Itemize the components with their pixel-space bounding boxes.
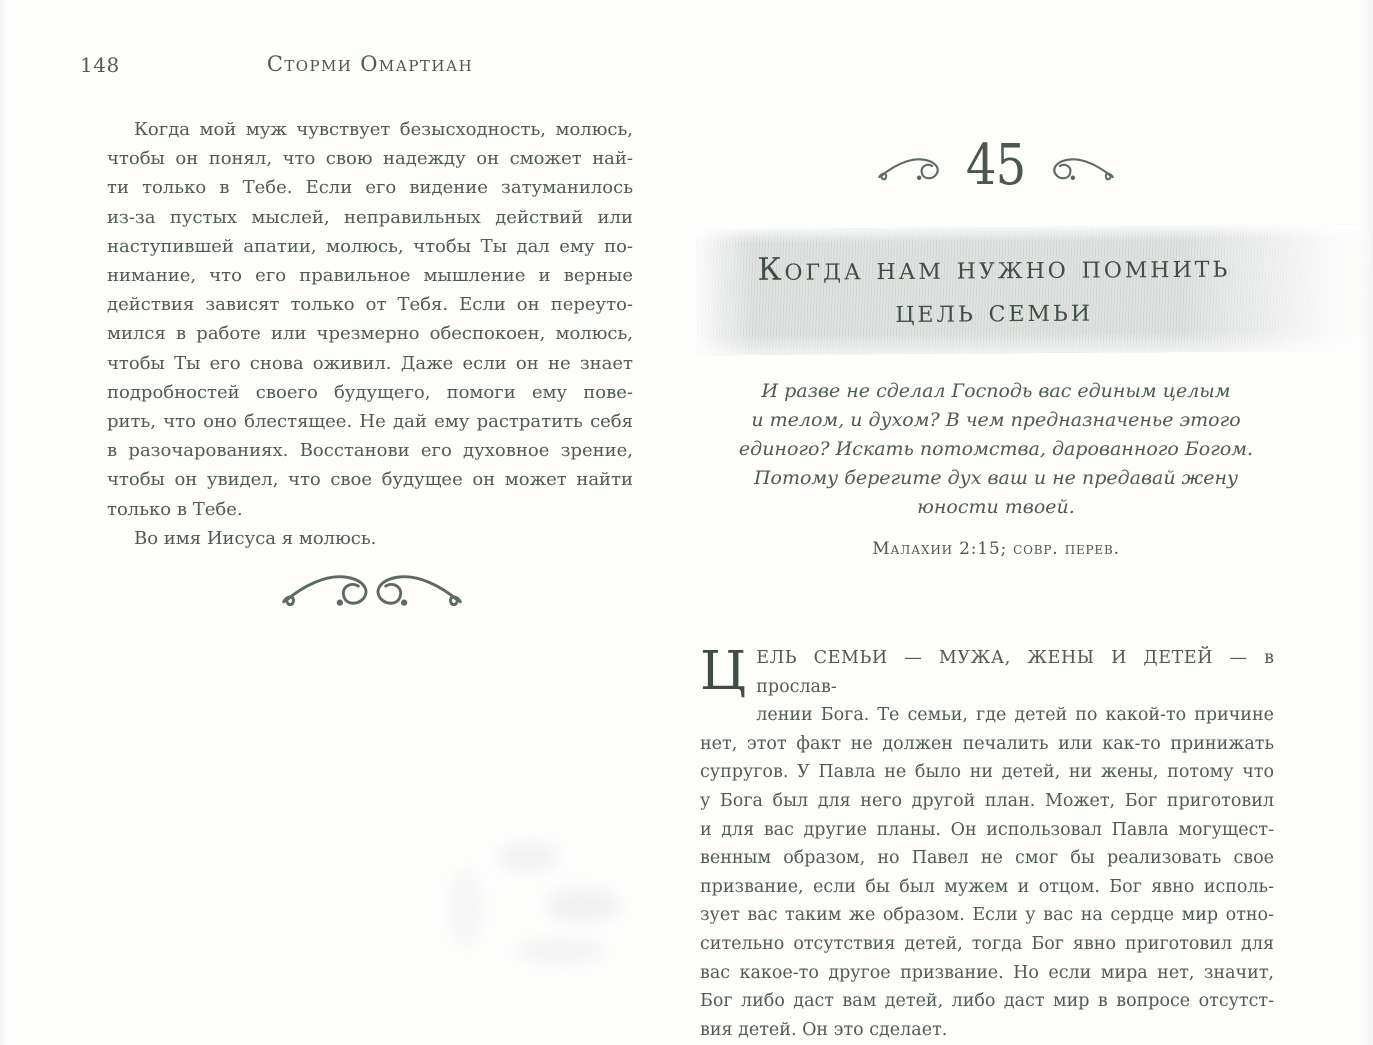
text-line: призвание, если бы был мужем и отцом. Бог явно исполь-	[700, 876, 1274, 897]
prayer-paragraph	[107, 115, 633, 553]
text-line: подробностей своего будущего, помоги ему пове-	[107, 381, 633, 403]
swirl-ornament-right-icon	[1049, 149, 1115, 183]
text-line: в разочарованиях. Восстанови его духовное зрение,	[107, 440, 633, 462]
text-line: юности твоей.	[917, 496, 1075, 518]
prayer-closing-line: Во имя Иисуса я молюсь.	[134, 527, 377, 549]
scan-edge-right	[1359, 0, 1373, 1045]
text-line: мился в работе или чрезмерно обеспокоен, молюсь,	[107, 323, 633, 345]
text-line: единого? Искать потомства, дарованного Богом.	[738, 438, 1254, 460]
scan-smudge	[497, 842, 561, 872]
text-line: вас какое-то другое призвание. Но если мира нет, значит,	[700, 962, 1274, 983]
text-line: чтобы он понял, что свою надежду он сможет най-	[107, 148, 633, 170]
text-line: вия детей. Он это сделает.	[700, 1019, 948, 1040]
text-line: только в Тебе.	[107, 498, 243, 520]
body-first-line	[700, 641, 1274, 702]
text-line: и телом, и духом? В чем предназначенье этого	[751, 409, 1241, 431]
epigraph	[700, 377, 1292, 564]
drop-cap: Ц	[700, 641, 747, 702]
text-line: и для вас другие планы. Он использовал Павла могущест-	[700, 819, 1274, 840]
chapter-number: 45	[966, 133, 1026, 198]
text-line: действия зависят только от Тебя. Если он переуто-	[107, 294, 633, 316]
text-line: Потому берегите дух ваш и не предавай жену	[753, 467, 1239, 489]
chapter-heading	[700, 120, 1292, 212]
text-line: наступившей апатии, молюсь, чтобы Ты дал ему по-	[107, 235, 633, 257]
text-line: чтобы Ты его снова оживил. Даже если он не знает	[107, 352, 633, 374]
page-number: 148	[80, 53, 120, 77]
epigraph-source: Малахии 2:15; совр. перев.	[872, 539, 1120, 559]
text-line: зует вас таким же образом. Если у вас на сердце мир отно-	[700, 905, 1274, 926]
body-lines	[700, 701, 1274, 1044]
text-line: сительно отсутствия детей, тогда Бог явно приготовил для	[700, 933, 1274, 954]
epigraph-lines	[700, 377, 1292, 522]
body-lead-caps: ЕЛЬ СЕМЬИ — МУЖА, ЖЕНЫ И ДЕТЕЙ —	[756, 648, 1265, 668]
flourish-divider-icon	[281, 560, 463, 624]
scan-edge-left	[0, 0, 7, 1045]
swirl-ornament-left-icon	[877, 149, 943, 183]
body-first-line-wrap	[700, 641, 1274, 702]
prayer-lines	[107, 115, 633, 524]
running-header: Сторми Омартиан	[266, 52, 474, 76]
text-line: Бог либо даст вам детей, либо даст мир в вопросе отсутст-	[700, 991, 1274, 1012]
chapter-title-band	[697, 225, 1373, 356]
text-line: чтобы он увидел, что свое будущее он может найти	[107, 469, 633, 491]
text-line: ти только в Тебе. Если его видение затуманилось	[107, 177, 633, 199]
body-first-line-rest: в прослав-	[756, 648, 1274, 697]
scan-smudge	[448, 868, 484, 948]
text-line: нимание, что его правильное мышление и верные	[107, 265, 633, 287]
text-line: супругов. У Павла не было ни детей, ни жены, потому что	[700, 762, 1274, 783]
text-line: из-за пустых мыслей, неправильных действий или	[107, 206, 633, 228]
chapter-title	[699, 245, 1290, 335]
text-line: нет, этот факт не должен печалить или как-то принижать	[700, 733, 1274, 754]
chapter-body-paragraph	[700, 641, 1274, 1044]
text-line: рить, что оно блестящее. Не дай ему растратить себя	[107, 411, 633, 433]
scan-smudge	[545, 888, 621, 922]
text-line: И разве не сделал Господь вас единым целым	[761, 380, 1231, 402]
text-line: Когда мой муж чувствует безысходность, молюсь,	[134, 119, 633, 140]
text-line: у Бога был для него другой план. Может, Бог приготовил	[700, 790, 1274, 811]
text-line: лении Бога. Те семьи, где детей по какой-то причине	[756, 705, 1274, 726]
scan-smudge	[515, 938, 607, 964]
text-line: венным образом, но Павел не смог бы реализовать свое	[700, 848, 1274, 869]
chapter-title-line2: цель семьи	[895, 292, 1094, 330]
chapter-title-line1: Когда нам нужно помнить	[757, 248, 1231, 288]
